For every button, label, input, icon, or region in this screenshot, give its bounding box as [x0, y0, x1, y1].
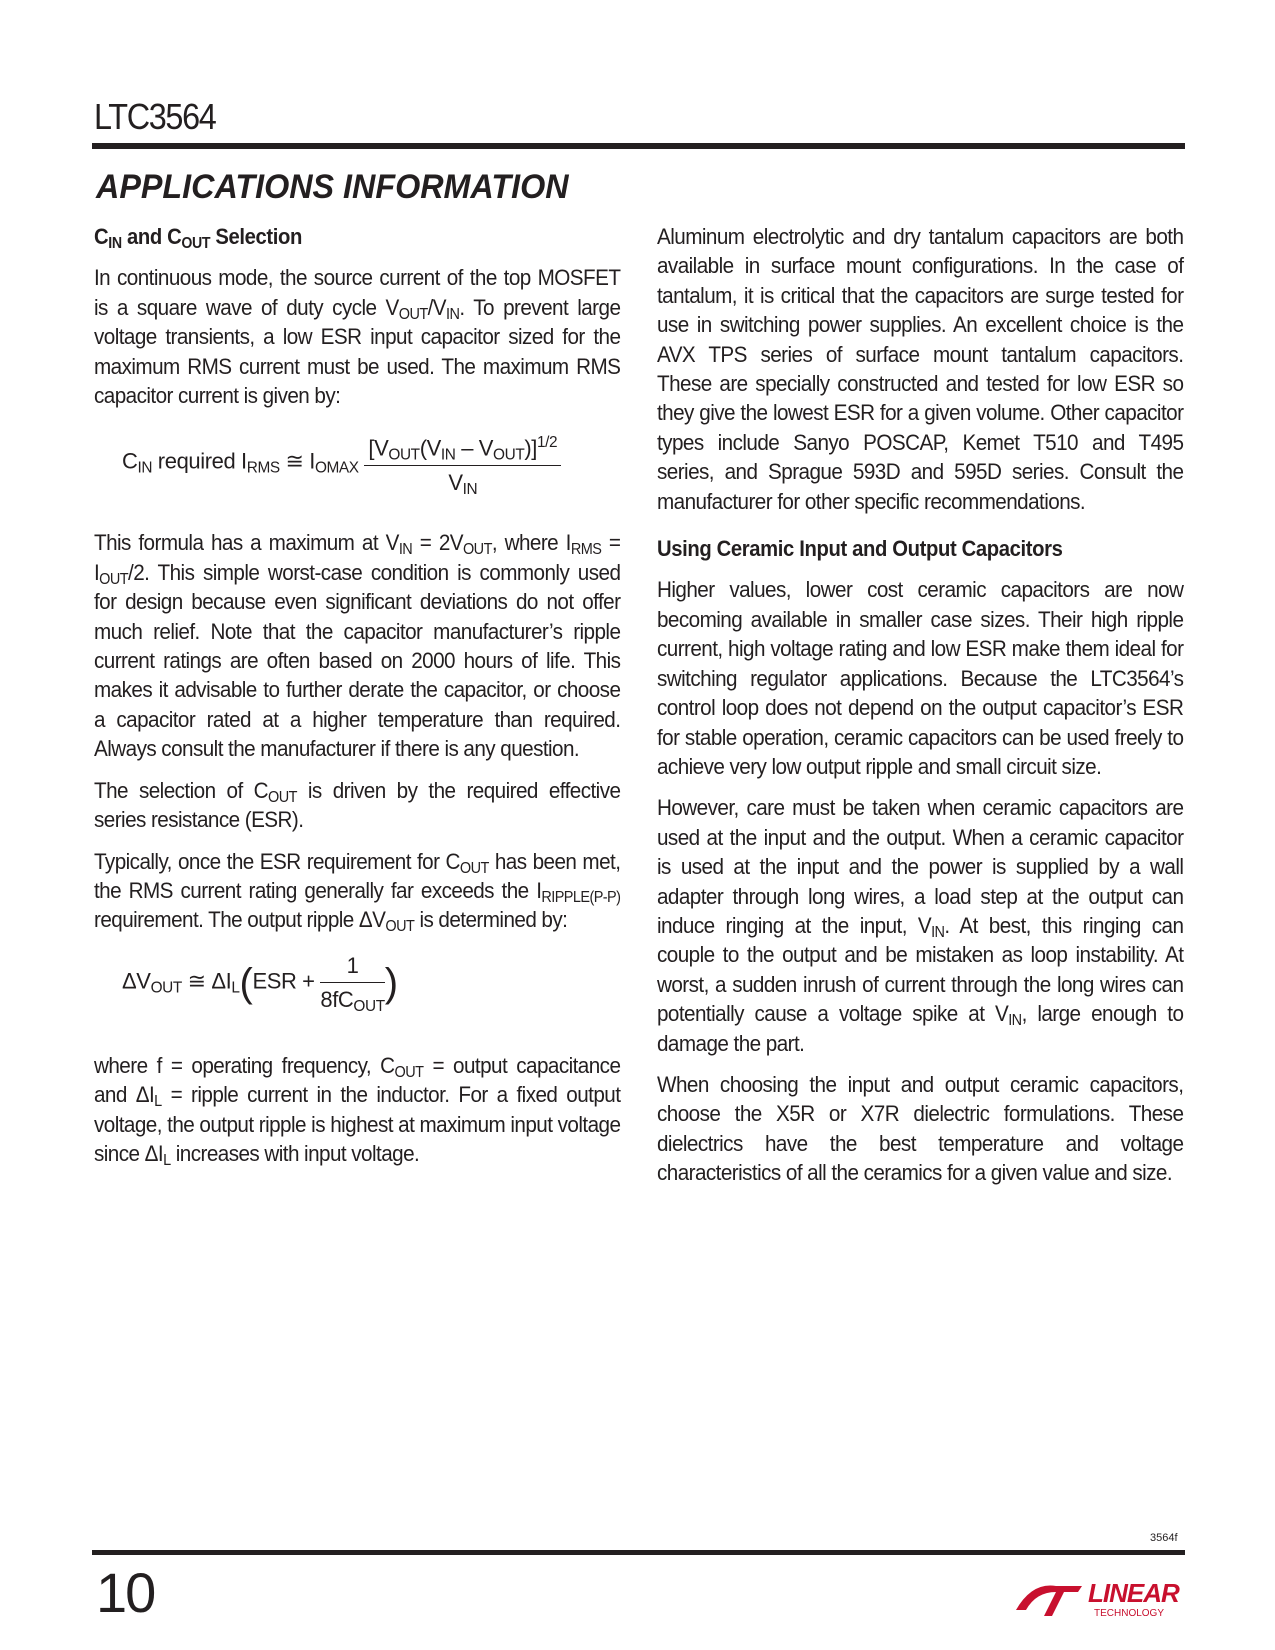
subscript: L — [154, 1093, 162, 1111]
text-run: = ripple current in the inductor. For a fixed output voltage, the output ripple is highest at maximum input voltage since ΔI — [94, 1082, 621, 1166]
linear-technology-logo — [1012, 1572, 1187, 1622]
left-column — [94, 222, 620, 1180]
formula-irms — [122, 422, 620, 514]
right-column — [657, 222, 1183, 1200]
logo-wordmark: LINEAR — [1088, 1578, 1179, 1608]
text-run: Higher values, lower cost ceramic capacitors are now becoming available in smaller case sizes. Their high ripple current, high voltage rating and low ESR make them ideal for switching regulator applications. Because the LTC3564’s control loop does not depend on the output capacitor’s ESR for stable operation, ceramic capacitors can be used freely to achieve very low output ripple and small circuit size. — [657, 577, 1184, 779]
section-heading-ceramic — [657, 534, 1141, 563]
paragraph — [657, 793, 1183, 1058]
formula-fraction — [320, 951, 384, 1015]
formula-text: ≅ ΔI — [181, 968, 232, 994]
subscript: RIPPLE(P-P) — [541, 888, 621, 906]
text-run: , large enough to damage the part. — [657, 1001, 1184, 1056]
fraction-denominator — [364, 466, 561, 497]
text-run: . To prevent large voltage transients, a low ESR input capacitor sized for the maximum RMS current must be used. The maximum RMS capacitor current is given by: — [94, 294, 621, 409]
logo-mark-icon — [1016, 1586, 1082, 1617]
formula-text: required I — [152, 448, 247, 474]
formula-ripple — [122, 947, 620, 1037]
formula-sub: OUT — [150, 979, 182, 997]
formula-sub: RMS — [246, 459, 280, 477]
text-run: increases with input voltage. — [170, 1140, 420, 1166]
formula-text: (V — [419, 435, 441, 461]
paragraph — [657, 1070, 1183, 1188]
formula-exponent: 1/2 — [536, 434, 558, 452]
footer-rule — [92, 1550, 1185, 1555]
text-run: /2. This simple worst-case condition is commonly used for design because even significant deviations do not offer much relief. Note that the capacitor manufacturer’s ripple current ratings are often based on 2000 hours of life. This makes it advisable to further derate the capacitor, or choose a capacitor rated at a higher temperature than required. Always consult the manufacturer if there is any question. — [94, 559, 621, 762]
text-run: /V — [427, 294, 447, 320]
text-run: The selection of C — [94, 777, 269, 803]
subscript: RMS — [570, 541, 602, 559]
formula-sub: OUT — [353, 998, 385, 1016]
formula-fraction — [364, 428, 561, 497]
right-paren: ) — [384, 960, 398, 1005]
formula-text: )] — [524, 435, 537, 461]
formula-sub: OMAX — [314, 459, 359, 477]
formula-text: ≅ I — [279, 448, 315, 474]
formula-sub: IN — [462, 481, 478, 499]
paragraph — [657, 575, 1183, 781]
paragraph — [94, 528, 620, 763]
fraction-numerator — [364, 428, 561, 466]
subscript: IN — [1008, 1012, 1022, 1030]
section-heading-cin-cout — [94, 222, 578, 251]
formula-text: ΔV — [122, 968, 151, 994]
logo-subtext: TECHNOLOGY — [1094, 1608, 1165, 1619]
text-run: Selection — [210, 224, 303, 249]
section-title: APPLICATIONS INFORMATION — [96, 168, 569, 206]
subscript: OUT — [385, 918, 415, 936]
formula-sub: IN — [440, 446, 456, 464]
formula-sub: OUT — [493, 446, 525, 464]
subscript: OUT — [459, 859, 489, 877]
text-run: . At best, this ringing can couple to the output and be mistaken as loop instability. At worst, a sudden inrush of current through the long wires can potentially cause a voltage spike at V — [657, 912, 1184, 1027]
paragraph — [94, 263, 620, 410]
fraction-numerator: 1 — [320, 951, 384, 983]
text-run: However, care must be taken when ceramic capacitors are used at the input and the output. When a ceramic capacitor is used at the input and the power is supplied by a wall adapter through long wires, a load step at the output can induce ringing at the input, V — [657, 795, 1184, 938]
formula-sub: IN — [137, 459, 153, 477]
formula-text: [V — [368, 435, 389, 461]
text-run: Aluminum electrolytic and dry tantalum capacitors are both available in surface mount configurations. In the case of tantalum, it is critical that the capacitors are surge tested for use in switching power supplies. An excellent choice is the AVX TPS series of surface mount tantalum capacitors. These are specially constructed and tested for low ESR so they give the lowest ESR for a given volume. Other capacitor types include Sanyo POSCAP, Kemet T510 and T495 series, and Sprague 593D and 595D series. Consult the manufacturer for other specific recommendations. — [657, 224, 1184, 514]
subscript: IN — [108, 235, 122, 252]
subscript: IN — [446, 305, 460, 323]
left-paren: ( — [239, 960, 253, 1005]
subscript: OUT — [268, 788, 297, 806]
subscript: OUT — [462, 541, 492, 559]
paragraph — [657, 222, 1183, 516]
formula-text: C — [122, 448, 138, 474]
paragraph — [94, 776, 620, 835]
text-run: In continuous mode, the source current of the top MOSFET is a square wave of duty cycle V — [94, 265, 621, 320]
fraction-denominator — [320, 983, 384, 1014]
paragraph — [94, 847, 620, 935]
text-run: = I — [94, 530, 621, 585]
text-run: is driven by the required effective series resistance (ESR). — [94, 777, 621, 833]
paragraph — [94, 1051, 620, 1169]
text-run: , where I — [491, 530, 571, 556]
text-run: requirement. The output ripple ΔV — [94, 907, 386, 933]
formula-text: 8fC — [320, 987, 354, 1013]
page-number: 10 — [96, 1561, 155, 1624]
document-number: 3564f — [1150, 1532, 1178, 1544]
text-run: and C — [121, 224, 182, 249]
text-run: where f = operating frequency, C — [94, 1052, 395, 1078]
formula-text: V — [448, 470, 463, 496]
text-run: When choosing the input and output ceramic capacitors, choose the X5R or X7R dielectric formulations. These dielectrics have the best temperature and voltage characteristics of all the ceramics for a given value and size. — [657, 1071, 1184, 1186]
text-run: Typically, once the ESR requirement for C — [94, 848, 460, 874]
subscript: IN — [398, 541, 413, 559]
text-run: This formula has a maximum at V — [94, 530, 399, 556]
formula-sub: L — [231, 979, 240, 997]
document-title: LTC3564 — [94, 96, 216, 137]
text-run: is determined by: — [414, 907, 568, 933]
subscript: OUT — [394, 1063, 424, 1081]
subscript: IN — [931, 923, 945, 941]
subscript: OUT — [181, 235, 211, 252]
subscript: L — [163, 1151, 171, 1169]
text-run: = output capacitance and ΔI — [94, 1052, 621, 1108]
text-run: C — [94, 224, 109, 249]
text-run: has been met, the RMS current rating generally far exceeds the I — [94, 848, 621, 903]
header-rule — [92, 143, 1185, 149]
subscript: OUT — [99, 570, 129, 588]
text-run: Using Ceramic Input and Output Capacitors — [657, 536, 1063, 562]
subscript: OUT — [398, 305, 428, 323]
formula-sub: OUT — [388, 446, 420, 464]
formula-text: ESR + — [252, 968, 321, 994]
formula-text: – V — [455, 435, 494, 461]
text-run: = 2V — [412, 530, 463, 556]
